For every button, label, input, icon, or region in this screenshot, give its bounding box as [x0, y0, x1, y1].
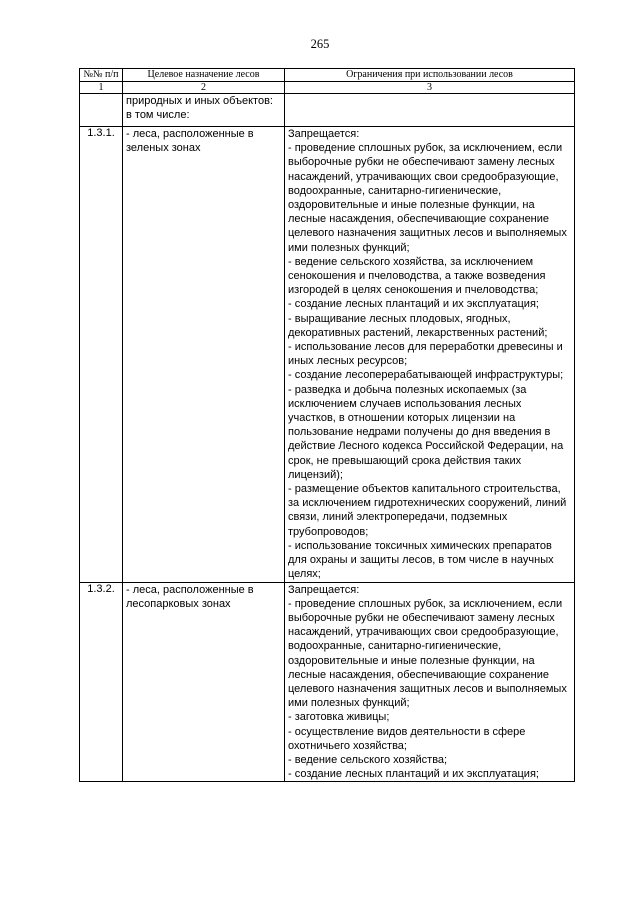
row-purpose: - леса, расположенные в зеленых зонах: [123, 127, 285, 583]
restriction-item: - использование токсичных химических препаратов для охраны и защиты лесов, в том числе в научных целях;: [288, 539, 554, 581]
column-number: 2: [123, 82, 285, 94]
restriction-item: Запрещается:: [288, 128, 360, 140]
restriction-item: - осуществление видов деятельности в сфере охотничьего хозяйства;: [288, 725, 526, 752]
table-row: [80, 582, 575, 782]
restriction-item: - заготовка живицы;: [288, 711, 390, 724]
column-number-row: [80, 82, 575, 94]
header-purpose: Целевое назначение лесов: [123, 69, 285, 82]
restriction-item: - ведение сельского хозяйства;: [288, 753, 448, 766]
restriction-item: - ведение сельского хозяйства, за исключением сенокошения и пчеловодства, а также возведения изгородей в целях сенокошения и пчеловодства;: [288, 255, 546, 297]
row-restrictions: [285, 127, 575, 583]
restriction-item: - проведение сплошных рубок, за исключением, если выборочные рубки не обеспечивают замену лесных насаждений, утрачивающих свои средообразующие, водоохранные, санитарно-гигиенические, оздоровительные и иные полезные функции, на лесные насаждения, обеспечивающие сохранение целевого назначения защитных лесов и выполняемых ими полезных функций;: [288, 142, 567, 254]
restriction-item: - проведение сплошных рубок, за исключением, если выборочные рубки не обеспечивают замену лесных насаждений, утрачивающих свои средообразующие, водоохранные, санитарно-гигиенические, оздоровительные и иные полезные функции, на лесные насаждения, обеспечивающие сохранение целевого назначения защитных лесов и выполняемых ими полезных функций;: [288, 597, 567, 710]
restriction-item: - создание лесных плантаций и их эксплуатация;: [288, 768, 539, 781]
row-restrictions: [285, 582, 575, 782]
restriction-item: - создание лесоперерабатывающей инфраструктуры;: [288, 369, 564, 382]
header-row: [80, 69, 575, 82]
restriction-item: - размещение объектов капитального строительства, за исключением гидротехнических сооружений, линий связи, линий электропередачи, подземных трубопроводов;: [288, 483, 567, 538]
continuation-row: [80, 94, 575, 127]
row-purpose: - леса, расположенные в лесопарковых зонах: [123, 582, 285, 782]
continuation-purpose: природных и иных объектов: в том числе:: [123, 94, 285, 127]
restriction-item: Запрещается:: [288, 583, 360, 596]
header-restrictions: Ограничения при использовании лесов: [285, 69, 575, 82]
row-number: 1.3.2.: [80, 582, 123, 782]
restriction-item: - использование лесов для переработки древесины и иных лесных ресурсов;: [288, 341, 563, 368]
restriction-item: - разведка и добыча полезных ископаемых (за исключением случаев использования лесных участков, в отношении которых лицензии на пользование недрами получены до дня введения в действие Лесного кодекса Российской Федерации, на срок, не превышающий срока действия таких лицензий);: [288, 383, 564, 481]
column-number: 3: [285, 82, 575, 94]
continuation-restrictions-cell: [285, 94, 575, 127]
restriction-item: - выращивание лесных плодовых, ягодных, декоративных растений, лекарственных растений;: [288, 312, 548, 339]
header-number: №№ п/п: [80, 69, 123, 82]
table-row: [80, 127, 575, 583]
forest-restrictions-table: [79, 68, 575, 782]
page-number: 265: [310, 37, 330, 51]
continuation-number-cell: [80, 94, 123, 127]
row-number: 1.3.1.: [80, 127, 123, 583]
restriction-item: - создание лесных плантаций и их эксплуатация;: [288, 298, 539, 311]
column-number: 1: [80, 82, 123, 94]
